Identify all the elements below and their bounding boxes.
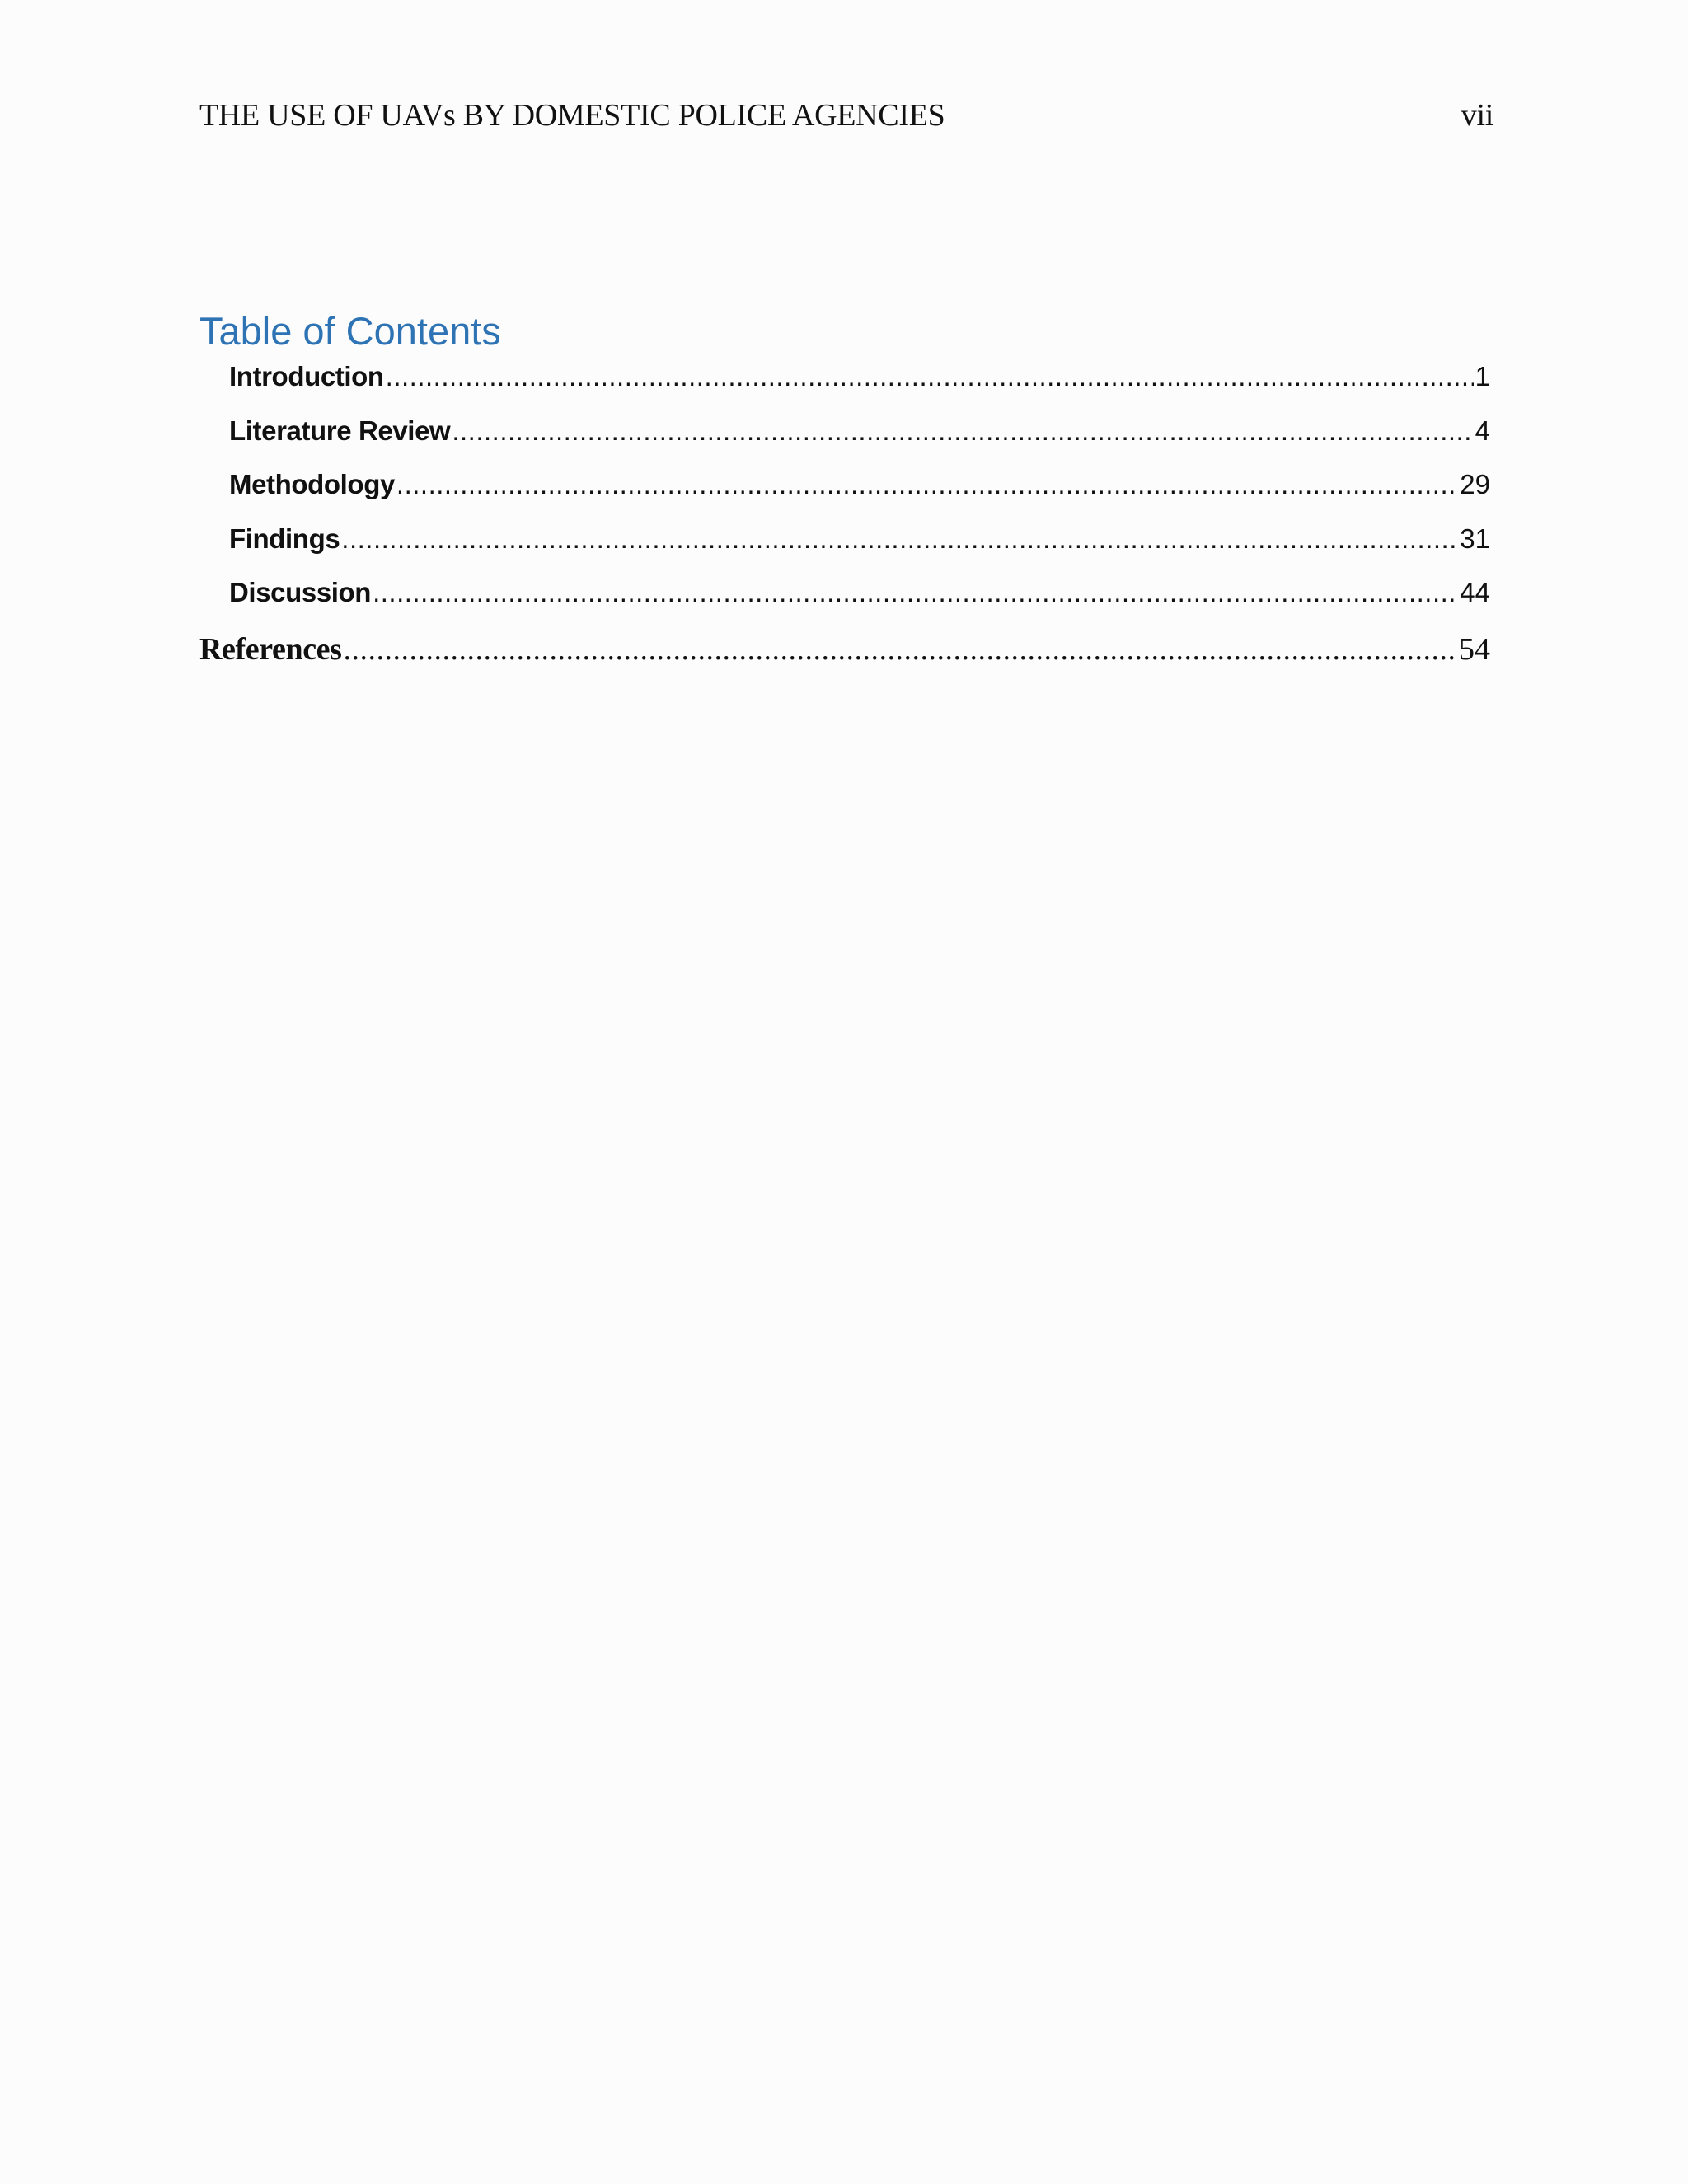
toc-entry-label: References (199, 632, 342, 667)
toc-entry-page: 4 (1475, 415, 1490, 446)
toc-entry-page: 44 (1460, 577, 1490, 607)
toc-entry-discussion[interactable] (229, 577, 1490, 608)
toc-entry-label: Methodology (229, 469, 395, 499)
dot-leader (341, 523, 1458, 555)
toc-entry-label: Introduction (229, 361, 384, 391)
toc-entry-references[interactable] (199, 631, 1490, 668)
toc-entry-findings[interactable] (229, 523, 1490, 555)
dot-leader (344, 631, 1457, 668)
toc-entry-literature-review[interactable] (229, 415, 1490, 447)
toc-entry-label: Discussion (229, 577, 372, 607)
toc-entry-page: 54 (1459, 632, 1490, 667)
dot-leader (386, 361, 1474, 392)
dot-leader (373, 577, 1458, 608)
dot-leader (396, 469, 1458, 500)
toc-entry-label: Literature Review (229, 415, 451, 446)
toc-entry-label: Findings (229, 523, 340, 554)
toc-entry-page: 1 (1475, 361, 1490, 391)
running-head-title: THE USE OF UAVs BY DOMESTIC POLICE AGENCIES (199, 98, 945, 133)
toc-entry-page: 29 (1460, 469, 1490, 499)
dot-leader (452, 415, 1473, 447)
toc-entry-introduction[interactable] (229, 361, 1490, 392)
toc-entry-methodology[interactable] (229, 469, 1490, 500)
toc-heading: Table of Contents (199, 309, 501, 353)
table-of-contents (199, 0, 1490, 2184)
toc-entry-page: 31 (1460, 523, 1490, 554)
page-number: vii (1461, 98, 1493, 133)
